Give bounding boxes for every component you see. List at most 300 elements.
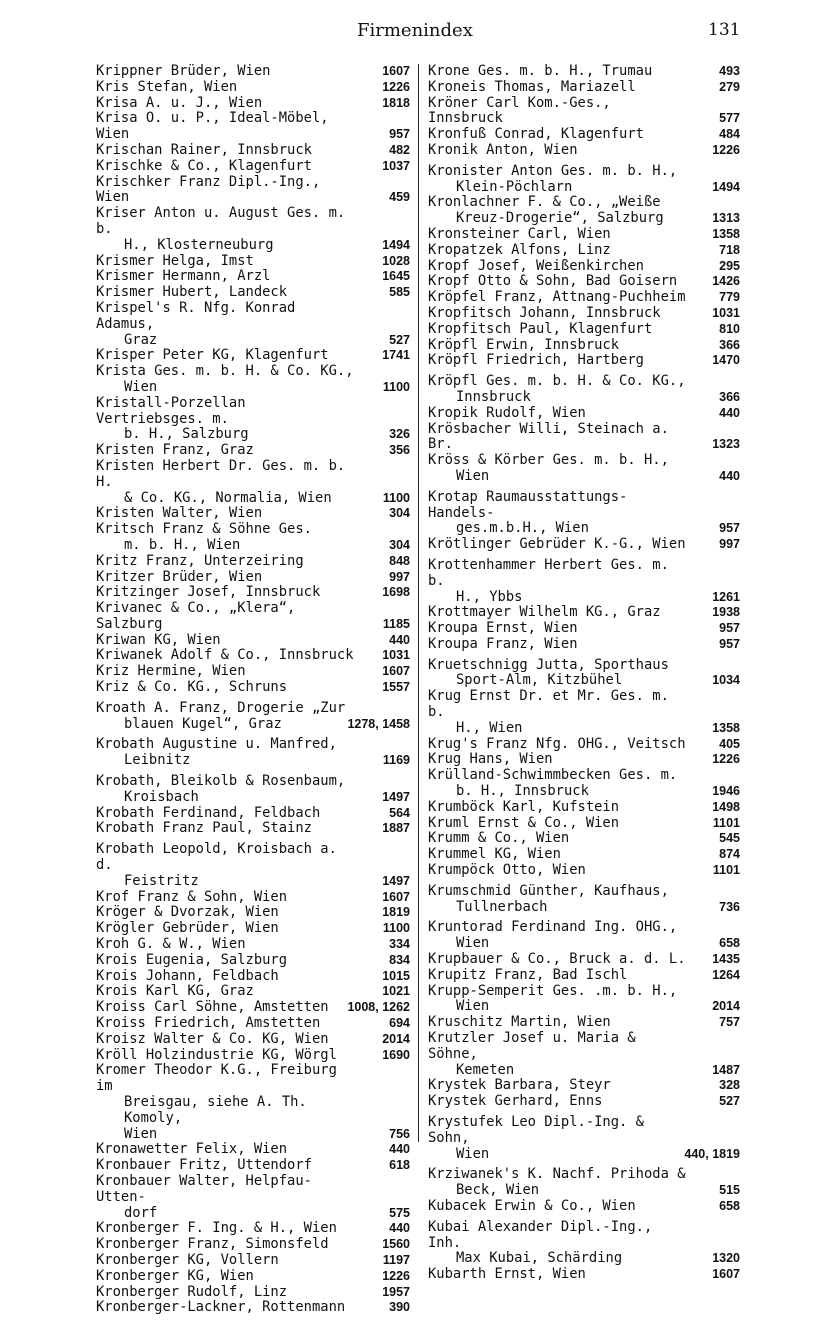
index-entry <box>428 338 740 354</box>
page-reference: 1358 <box>712 720 740 735</box>
company-name-line: Kronawetter Felix, Wien <box>96 1141 288 1158</box>
company-name-line: Krobath Ferdinand, Feldbach <box>96 804 321 821</box>
company-name-line: Kropatzek Alfons, Linz <box>428 241 611 258</box>
company-name-line: Krischan Rainer, Innsbruck <box>96 141 312 158</box>
company-name-line: Kris Stefan, Wien <box>96 78 238 95</box>
index-entry <box>96 664 410 680</box>
company-name-line: Kronberger Rudolf, Linz <box>96 1283 288 1300</box>
company-name-line: Krischker Franz Dipl.-Ing., Wien <box>96 173 321 206</box>
company-name <box>96 890 410 906</box>
index-entry <box>96 585 410 601</box>
page-reference: 1741 <box>382 348 410 363</box>
page-reference: 1498 <box>712 799 740 814</box>
company-name-line: Kropf Otto & Sohn, Bad Goisern <box>428 273 678 290</box>
company-name <box>96 1032 410 1048</box>
company-name-line: Krois Karl KG, Graz <box>96 983 254 1000</box>
page-reference: 957 <box>719 621 740 636</box>
index-entry <box>96 890 410 906</box>
index-entry <box>96 443 410 459</box>
index-entry <box>96 842 410 889</box>
page-reference: 1034 <box>712 673 740 688</box>
company-name-line: Kröpfl Erwin, Innsbruck <box>428 336 620 353</box>
company-name-continuation: b. H., Innsbruck <box>456 783 589 800</box>
company-name-line: Kropfitsch Paul, Klagenfurt <box>428 320 653 337</box>
company-name-line: Krummel KG, Wien <box>428 846 561 863</box>
page-reference: 564 <box>389 805 410 820</box>
index-entry <box>96 506 410 522</box>
company-name-line: Krobath Augustine u. Manfred, <box>96 736 337 753</box>
company-name <box>428 816 740 832</box>
company-name <box>428 80 740 96</box>
page-reference: 1607 <box>382 664 410 679</box>
page-reference: 718 <box>719 242 740 257</box>
company-name <box>428 621 740 637</box>
company-name-line: Kropfitsch Johann, Innsbruck <box>428 304 661 321</box>
index-entry <box>428 64 740 80</box>
company-name <box>96 254 410 270</box>
company-name <box>428 605 740 621</box>
company-name <box>96 1269 410 1285</box>
company-name-continuation: Wien <box>456 1145 490 1162</box>
index-entry <box>96 1158 410 1174</box>
company-name-line: Kroh G. & W., Wien <box>96 936 246 953</box>
page-reference: 618 <box>389 1158 410 1173</box>
company-name-line: Kröss & Körber Ges. m. b. H., <box>428 452 669 469</box>
index-entry <box>96 633 410 649</box>
company-name <box>428 96 740 128</box>
index-entry <box>428 752 740 768</box>
page-reference: 1313 <box>712 211 740 226</box>
index-entry <box>428 621 740 637</box>
company-name-line: Krone Ges. m. b. H., Trumau <box>428 63 653 79</box>
page-reference: 1494 <box>712 179 740 194</box>
company-name <box>96 522 410 554</box>
company-name-continuation: Klein-Pöchlarn <box>456 178 573 195</box>
company-name-line: Krülland-Schwimmbecken Ges. m. <box>428 767 678 784</box>
company-name <box>96 806 410 822</box>
company-name-line: Kritsch Franz & Söhne Ges. <box>96 521 312 538</box>
company-name <box>96 301 410 348</box>
page-reference: 1607 <box>382 889 410 904</box>
column-divider <box>418 64 419 1142</box>
company-name <box>428 1199 740 1215</box>
company-name-line: Krotap Raumausstattungs-Handels- <box>428 488 628 521</box>
page-reference: 694 <box>389 1016 410 1031</box>
index-entry <box>428 490 740 537</box>
page-reference: 484 <box>719 127 740 142</box>
company-name <box>428 558 740 605</box>
company-name-line: Kröpfel Franz, Attnang-Puchheim <box>428 289 686 306</box>
page-reference: 326 <box>389 427 410 442</box>
index-entry <box>96 953 410 969</box>
page-reference: 482 <box>389 142 410 157</box>
index-entry <box>96 680 410 696</box>
company-name-line: Kronbauer Walter, Helpfau-Utten- <box>96 1172 312 1205</box>
company-name-line: Kronfuß Conrad, Klagenfurt <box>428 126 644 143</box>
index-entry <box>428 558 740 605</box>
company-name-continuation: dorf <box>124 1204 158 1221</box>
page-reference: 1226 <box>382 79 410 94</box>
page-reference: 545 <box>719 831 740 846</box>
index-entry <box>428 1267 740 1283</box>
company-name <box>96 1237 410 1253</box>
index-entry <box>428 658 740 690</box>
company-name-line: Kubacek Erwin & Co., Wien <box>428 1197 636 1214</box>
index-entry <box>96 570 410 586</box>
page-reference: 658 <box>719 1198 740 1213</box>
page-reference: 1278, 1458 <box>347 716 410 731</box>
company-name <box>96 64 410 80</box>
company-name-line: Krisa O. u. P., Ideal-Möbel, Wien <box>96 110 329 143</box>
company-name-line: Krutzler Josef u. Maria & Söhne, <box>428 1030 636 1062</box>
page-reference: 1015 <box>382 968 410 983</box>
company-name-line: Krobath Leopold, Kroisbach a. d. <box>96 841 337 874</box>
page-reference: 1497 <box>382 873 410 888</box>
left-column-index <box>96 64 410 1316</box>
index-entry <box>428 968 740 984</box>
page-reference: 1264 <box>712 967 740 982</box>
index-entry <box>96 701 410 733</box>
right-column-index <box>428 64 740 1283</box>
company-name-line: Kruetschnigg Jutta, Sporthaus <box>428 656 669 673</box>
page-reference: 366 <box>719 337 740 352</box>
company-name <box>96 285 410 301</box>
page-reference: 1101 <box>712 863 740 878</box>
company-name-line: Kristen Walter, Wien <box>96 505 263 522</box>
company-name-continuation: Kroisbach <box>124 788 199 805</box>
company-name-line: Krof Franz & Sohn, Wien <box>96 888 288 905</box>
page-reference: 527 <box>719 1094 740 1109</box>
company-name-continuation: Sport-Alm, Kitzbühel <box>456 672 623 689</box>
company-name-line: Kubarth Ernst, Wien <box>428 1266 586 1283</box>
page-reference: 1261 <box>712 589 740 604</box>
company-name-line: Krispel's R. Nfg. Konrad Adamus, <box>96 299 296 332</box>
company-name-line: Kronberger Franz, Simonsfeld <box>96 1236 329 1253</box>
index-entry <box>96 111 410 143</box>
page-reference: 1226 <box>712 752 740 767</box>
page-reference: 1226 <box>382 1268 410 1283</box>
index-entry <box>428 952 740 968</box>
company-name-line: Kroisz Walter & Co. KG, Wien <box>96 1030 329 1047</box>
company-name <box>428 227 740 243</box>
page-reference: 957 <box>389 127 410 142</box>
index-entry <box>96 554 410 570</box>
index-entry <box>96 364 410 396</box>
company-name <box>428 164 740 196</box>
company-name-line: Krötlinger Gebrüder K.-G., Wien <box>428 536 686 553</box>
index-entry <box>96 821 410 837</box>
company-name <box>96 1285 410 1301</box>
company-name-continuation: H., Wien <box>456 719 523 736</box>
company-name <box>428 752 740 768</box>
page-reference: 957 <box>719 636 740 651</box>
company-name-line: Kronik Anton, Wien <box>428 141 578 158</box>
page-reference: 1607 <box>712 1267 740 1282</box>
index-entry <box>96 348 410 364</box>
company-name <box>96 159 410 175</box>
company-name <box>428 490 740 537</box>
company-name-continuation: & Co. KG., Normalia, Wien <box>124 489 332 506</box>
index-entry <box>428 243 740 259</box>
company-name <box>96 737 410 769</box>
index-entry <box>428 1199 740 1215</box>
page-reference: 295 <box>719 258 740 273</box>
index-entry <box>428 800 740 816</box>
index-entry <box>96 648 410 664</box>
company-name <box>428 259 740 275</box>
company-name-continuation: Wien <box>456 935 490 952</box>
company-name <box>428 863 740 879</box>
company-name <box>96 1048 410 1064</box>
company-name-line: Krippner Brüder, Wien <box>96 63 271 79</box>
company-name-line: Krista Ges. m. b. H. & Co. KG., <box>96 363 354 380</box>
company-name <box>96 601 410 633</box>
company-name <box>96 821 410 837</box>
company-name <box>96 348 410 364</box>
company-name-line: Kronlachner F. & Co., „Weiße <box>428 194 661 211</box>
company-name-line: Kröpfl Ges. m. b. H. & Co. KG., <box>428 373 686 390</box>
company-name <box>96 1174 410 1221</box>
page-reference: 575 <box>389 1205 410 1220</box>
company-name <box>428 1220 740 1267</box>
page-reference: 440 <box>389 1142 410 1157</box>
company-name-line: Kroath A. Franz, Drogerie „Zur <box>96 699 346 716</box>
index-entry <box>428 816 740 832</box>
page-reference: 304 <box>389 537 410 552</box>
index-entry <box>96 1285 410 1301</box>
company-name <box>96 96 410 112</box>
index-entry <box>428 453 740 485</box>
company-name <box>96 396 410 443</box>
index-entry <box>428 290 740 306</box>
page-reference: 1494 <box>382 237 410 252</box>
page-reference: 2014 <box>382 1031 410 1046</box>
company-name <box>428 952 740 968</box>
company-name-line: Krisper Peter KG, Klagenfurt <box>96 347 329 364</box>
index-entry <box>428 1078 740 1094</box>
company-name-continuation: Wien <box>124 1125 158 1142</box>
page-reference: 1031 <box>382 648 410 663</box>
company-name <box>428 847 740 863</box>
company-name <box>428 658 740 690</box>
page-reference: 736 <box>719 899 740 914</box>
index-entry <box>96 206 410 253</box>
page-reference: 1226 <box>712 142 740 157</box>
index-entry <box>96 159 410 175</box>
index-entry <box>96 1300 410 1316</box>
company-name-line: Krösbacher Willi, Steinach a. Br. <box>428 420 669 453</box>
company-name <box>96 175 410 207</box>
company-name-line: Kubai Alexander Dipl.-Ing., Inh. <box>428 1218 653 1251</box>
company-name-continuation: Beck, Wien <box>456 1182 540 1199</box>
company-name-line: Krupbauer & Co., Bruck a. d. L. <box>428 951 686 968</box>
index-entry <box>96 1063 410 1142</box>
page-reference: 459 <box>389 190 410 205</box>
company-name <box>428 737 740 753</box>
company-name <box>428 127 740 143</box>
page-reference: 957 <box>719 521 740 536</box>
index-entry <box>428 274 740 290</box>
index-entry <box>428 96 740 128</box>
company-name <box>428 831 740 847</box>
page-reference: 328 <box>719 1078 740 1093</box>
index-entry <box>96 80 410 96</box>
company-name-line: Kronister Anton Ges. m. b. H., <box>428 162 678 179</box>
company-name-line: Krois Johann, Feldbach <box>96 967 279 984</box>
company-name-line: Krumpöck Otto, Wien <box>428 862 586 879</box>
index-entry <box>428 1167 740 1199</box>
page-reference: 1320 <box>712 1251 740 1266</box>
page-header <box>0 20 838 44</box>
company-name <box>96 633 410 649</box>
company-name-line: Krobath, Bleikolb & Rosenbaum, <box>96 773 346 790</box>
company-name <box>96 1142 410 1158</box>
company-name-continuation: Breisgau, siehe A. Th. Komoly, <box>124 1094 307 1126</box>
company-name-line: Kronberger-Lackner, Rottenmann <box>96 1299 346 1316</box>
index-entry <box>428 227 740 243</box>
page-reference: 1100 <box>382 921 410 936</box>
index-entry <box>96 984 410 1000</box>
index-entry <box>428 831 740 847</box>
company-name-continuation: Wien <box>124 378 158 395</box>
company-name <box>96 1253 410 1269</box>
index-entry <box>428 637 740 653</box>
company-name-continuation: Kemeten <box>456 1061 515 1078</box>
company-name <box>428 1167 740 1199</box>
page-reference: 1358 <box>712 226 740 241</box>
company-name <box>428 768 740 800</box>
company-name-line: Kruntorad Ferdinand Ing. OHG., <box>428 919 678 936</box>
company-name-line: Kriwan KG, Wien <box>96 631 221 648</box>
company-name <box>96 937 410 953</box>
index-entry <box>428 1031 740 1078</box>
company-name-line: Kriz & Co. KG., Schruns <box>96 679 288 696</box>
page-reference: 356 <box>389 443 410 458</box>
company-name-line: Krumschmid Günther, Kaufhaus, <box>428 882 669 899</box>
company-name-continuation: Innsbruck <box>456 388 531 405</box>
company-name-line: Krivanec & Co., „Klera“, Salzburg <box>96 600 296 632</box>
company-name-continuation: H., Klosterneuburg <box>124 236 274 253</box>
page-reference: 1487 <box>712 1062 740 1077</box>
page-reference: 1435 <box>712 952 740 967</box>
company-name-line: Krumm & Co., Wien <box>428 830 570 847</box>
page-reference: 874 <box>719 847 740 862</box>
page-reference: 515 <box>719 1183 740 1198</box>
company-name <box>428 1267 740 1283</box>
company-name-line: Kruschitz Martin, Wien <box>428 1014 611 1031</box>
page-reference: 757 <box>719 1015 740 1030</box>
index-entry <box>428 127 740 143</box>
index-entry <box>96 285 410 301</box>
company-name <box>428 537 740 553</box>
index-entry <box>96 175 410 207</box>
company-name <box>96 953 410 969</box>
index-entry <box>96 969 410 985</box>
page-reference: 1008, 1262 <box>347 1000 410 1015</box>
index-entry <box>428 259 740 275</box>
company-name-line: Krismer Helga, Imst <box>96 252 254 269</box>
index-entry <box>96 96 410 112</box>
company-name <box>96 1158 410 1174</box>
index-entry <box>428 80 740 96</box>
company-name-continuation: b. H., Salzburg <box>124 426 249 443</box>
index-entry <box>428 1115 740 1162</box>
company-name-line: Kritz Franz, Unterzeiring <box>96 552 304 569</box>
company-name <box>96 969 410 985</box>
company-name <box>96 1063 410 1142</box>
index-entry <box>428 920 740 952</box>
company-name <box>428 306 740 322</box>
index-entry <box>96 459 410 506</box>
company-name <box>96 921 410 937</box>
index-entry <box>428 374 740 406</box>
index-entry <box>96 921 410 937</box>
company-name-line: Krois Eugenia, Salzburg <box>96 951 288 968</box>
company-name <box>96 905 410 921</box>
index-entry <box>96 1000 410 1016</box>
company-name-continuation: blauen Kugel“, Graz <box>124 715 282 732</box>
company-name-line: Kröll Holzindustrie KG, Wörgl <box>96 1046 337 1063</box>
page-reference: 1037 <box>382 158 410 173</box>
company-name <box>96 443 410 459</box>
page-reference: 658 <box>719 936 740 951</box>
index-entry <box>428 884 740 916</box>
index-entry <box>96 1253 410 1269</box>
page-number: 131 <box>708 20 741 40</box>
index-entry <box>428 195 740 227</box>
company-name-line: Krystek Gerhard, Enns <box>428 1093 603 1110</box>
company-name <box>96 111 410 143</box>
company-name-continuation: Tullnerbach <box>456 898 548 915</box>
company-name-line: Krug's Franz Nfg. OHG., Veitsch <box>428 735 686 752</box>
company-name-continuation: Leibnitz <box>124 752 191 769</box>
company-name-line: Kritzinger Josef, Innsbruck <box>96 584 321 601</box>
index-entry <box>96 1016 410 1032</box>
index-entry <box>96 1269 410 1285</box>
company-name-line: Kronbauer Fritz, Uttendorf <box>96 1157 312 1174</box>
company-name-continuation: m. b. H., Wien <box>124 536 241 553</box>
page-reference: 1557 <box>382 680 410 695</box>
company-name-continuation: ges.m.b.H., Wien <box>456 520 589 537</box>
company-name-line: Kroiss Friedrich, Amstetten <box>96 1015 321 1032</box>
page-reference: 1028 <box>382 253 410 268</box>
index-entry <box>96 1237 410 1253</box>
page-reference: 1607 <box>382 64 410 78</box>
company-name-line: Kruml Ernst & Co., Wien <box>428 814 620 831</box>
company-name-line: Krumböck Karl, Kufstein <box>428 798 620 815</box>
company-name-continuation: Kreuz-Drogerie“, Salzburg <box>456 210 664 227</box>
company-name-line: Krismer Hubert, Landeck <box>96 284 288 301</box>
company-name-line: Krziwanek's K. Nachf. Prihoda & <box>428 1166 686 1183</box>
index-entry <box>96 1221 410 1237</box>
page-reference: 848 <box>389 553 410 568</box>
company-name-continuation: Graz <box>124 331 158 348</box>
company-name <box>96 842 410 889</box>
company-name <box>428 338 740 354</box>
page-reference: 440 <box>389 1221 410 1236</box>
page-reference: 1100 <box>382 490 410 505</box>
company-name <box>428 1094 740 1110</box>
company-name-continuation: Feistritz <box>124 872 199 889</box>
company-name <box>428 637 740 653</box>
company-name <box>428 1031 740 1078</box>
page-reference: 1690 <box>382 1047 410 1062</box>
company-name <box>96 1300 410 1316</box>
index-entry <box>96 774 410 806</box>
company-name-line: Kromer Theodor K.G., Freiburg im <box>96 1062 337 1095</box>
page-reference: 390 <box>389 1300 410 1315</box>
company-name-line: Krisa A. u. J., Wien <box>96 94 263 111</box>
